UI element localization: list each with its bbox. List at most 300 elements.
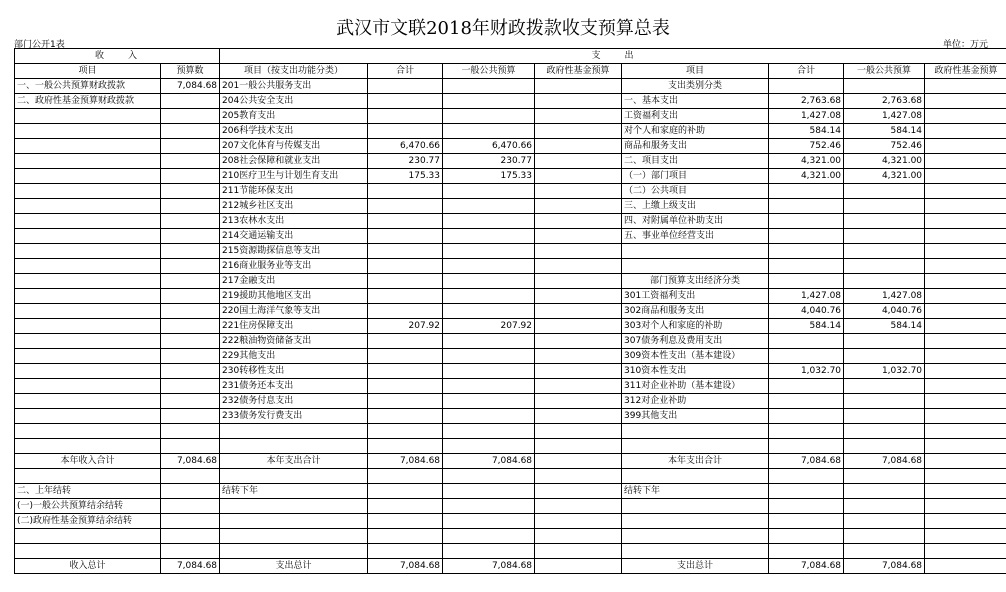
econ-item-total: 752.46 [769, 139, 844, 154]
income-item-value [161, 124, 220, 139]
func-item-label: 220国土海洋气象等支出 [220, 304, 368, 319]
annual-expense2-total: 7,084.68 [769, 454, 844, 469]
func-item-total [368, 364, 443, 379]
func-item-general: 6,470.66 [443, 139, 535, 154]
col-header-item: 项目 [15, 64, 161, 79]
func-item-label: 211节能环保支出 [220, 184, 368, 199]
func-item-label: 230转移性支出 [220, 364, 368, 379]
income-item-value: 7,084.68 [161, 79, 220, 94]
econ-item-total [769, 259, 844, 274]
func-item-fund [535, 349, 622, 364]
econ-item-label: 399其他支出 [622, 409, 769, 424]
income-item-value [161, 379, 220, 394]
func-item-label: 204公共安全支出 [220, 94, 368, 109]
income-item-value [161, 289, 220, 304]
income-item-value [161, 259, 220, 274]
econ-item-total [769, 334, 844, 349]
econ-item-fund [925, 244, 1006, 259]
econ-item-general: 752.46 [844, 139, 925, 154]
func-item-general [443, 94, 535, 109]
econ-item-general: 584.14 [844, 124, 925, 139]
econ-item-general: 1,427.08 [844, 289, 925, 304]
econ-item-general: 4,321.00 [844, 169, 925, 184]
income-item-value [161, 394, 220, 409]
income-item-label [15, 289, 161, 304]
func-item-general [443, 394, 535, 409]
func-item-label: 213农林水支出 [220, 214, 368, 229]
func-item-fund [535, 229, 622, 244]
col-header-item-econ: 项目 [622, 64, 769, 79]
income-item-value [161, 154, 220, 169]
column-header-row [15, 64, 1006, 79]
func-item-label: 222粮油物资储备支出 [220, 334, 368, 349]
grand-income-label: 收入总计 [15, 559, 161, 574]
func-item-total [368, 124, 443, 139]
income-item-label [15, 349, 161, 364]
econ-item-fund [925, 124, 1006, 139]
grand-expense2-general: 7,084.68 [844, 559, 925, 574]
income-item-label [15, 379, 161, 394]
econ-item-total: 584.14 [769, 319, 844, 334]
econ-item-general [844, 274, 925, 289]
econ-item-general [844, 349, 925, 364]
carry-row [15, 499, 1006, 514]
budget-table [14, 48, 1006, 574]
table-row [15, 274, 1006, 289]
econ-item-total [769, 229, 844, 244]
econ-item-label [622, 244, 769, 259]
econ-item-total [769, 214, 844, 229]
func-item-fund [535, 79, 622, 94]
income-item-label [15, 334, 161, 349]
econ-item-label: 三、上缴上级支出 [622, 199, 769, 214]
func-item-total [368, 79, 443, 94]
func-item-label: 215资源勘探信息等支出 [220, 244, 368, 259]
econ-item-fund [925, 334, 1006, 349]
econ-item-total: 1,427.08 [769, 109, 844, 124]
unit-label: 单位：万元 [942, 40, 988, 50]
econ-item-general: 4,321.00 [844, 154, 925, 169]
func-item-label: 214交通运输支出 [220, 229, 368, 244]
income-item-label [15, 139, 161, 154]
func-item-total [368, 94, 443, 109]
econ-item-total: 2,763.68 [769, 94, 844, 109]
income-item-label [15, 274, 161, 289]
table-row [15, 199, 1006, 214]
grand-expense-label: 支出总计 [220, 559, 368, 574]
col-header-total: 合计 [368, 64, 443, 79]
func-item-general [443, 349, 535, 364]
func-item-general [443, 184, 535, 199]
func-item-total [368, 214, 443, 229]
func-item-total: 230.77 [368, 154, 443, 169]
func-item-label: 216商业服务业等支出 [220, 259, 368, 274]
econ-item-label: （二）公共项目 [622, 184, 769, 199]
blank-row [15, 529, 1006, 544]
econ-item-label: 对个人和家庭的补助 [622, 124, 769, 139]
income-item-value [161, 139, 220, 154]
table-row [15, 334, 1006, 349]
form-code: 部门公开1表 [14, 40, 65, 50]
func-item-general [443, 304, 535, 319]
econ-item-general: 4,040.76 [844, 304, 925, 319]
income-item-label [15, 109, 161, 124]
col-header-budget: 预算数 [161, 64, 220, 79]
econ-item-general [844, 199, 925, 214]
econ-item-fund [925, 364, 1006, 379]
annual-income-label: 本年收入合计 [15, 454, 161, 469]
econ-item-fund [925, 154, 1006, 169]
econ-item-total [769, 349, 844, 364]
econ-item-fund [925, 379, 1006, 394]
econ-item-fund [925, 289, 1006, 304]
func-item-total [368, 394, 443, 409]
econ-item-fund [925, 79, 1006, 94]
func-item-total: 6,470.66 [368, 139, 443, 154]
next-carry-label: 结转下年 [220, 484, 368, 499]
econ-item-fund [925, 274, 1006, 289]
table-body [15, 79, 1006, 424]
func-item-fund [535, 364, 622, 379]
income-item-value [161, 109, 220, 124]
econ-item-total [769, 379, 844, 394]
econ-item-label: 310资本性支出 [622, 364, 769, 379]
expense-group-header: 支 出 [220, 49, 1006, 64]
econ-item-general [844, 409, 925, 424]
col-header-fund: 政府性基金预算 [535, 64, 622, 79]
func-item-total [368, 259, 443, 274]
func-item-general [443, 109, 535, 124]
func-item-fund [535, 124, 622, 139]
econ-item-total [769, 394, 844, 409]
econ-item-fund [925, 319, 1006, 334]
grand-expense-label-2: 支出总计 [622, 559, 769, 574]
blank-row [15, 544, 1006, 559]
annual-expense-label: 本年支出合计 [220, 454, 368, 469]
func-item-general [443, 229, 535, 244]
col-header-fund-2: 政府性基金预算 [925, 64, 1006, 79]
annual-expense-total: 7,084.68 [368, 454, 443, 469]
income-item-value [161, 214, 220, 229]
annual-total-row [15, 454, 1006, 469]
func-item-label: 221住房保障支出 [220, 319, 368, 334]
func-item-fund [535, 304, 622, 319]
econ-item-general: 1,427.08 [844, 109, 925, 124]
func-item-fund [535, 244, 622, 259]
econ-item-label: 309资本性支出（基本建设） [622, 349, 769, 364]
income-item-value [161, 199, 220, 214]
func-item-general [443, 259, 535, 274]
econ-item-general [844, 214, 925, 229]
income-item-value [161, 169, 220, 184]
econ-item-label: 支出类别分类 [622, 79, 769, 94]
col-header-total-2: 合计 [769, 64, 844, 79]
econ-item-label: 302商品和服务支出 [622, 304, 769, 319]
econ-item-general [844, 259, 925, 274]
blank-row [15, 424, 1006, 439]
econ-item-total: 4,321.00 [769, 169, 844, 184]
econ-item-fund [925, 199, 1006, 214]
func-item-fund [535, 379, 622, 394]
grand-total-row [15, 559, 1006, 574]
econ-item-fund [925, 109, 1006, 124]
econ-item-fund [925, 214, 1006, 229]
income-item-label [15, 184, 161, 199]
income-item-label [15, 304, 161, 319]
func-item-label: 201一般公共服务支出 [220, 79, 368, 94]
page-title: 武汉市文联2018年财政拨款收支预算总表 [336, 18, 670, 39]
income-item-value [161, 184, 220, 199]
table-row [15, 139, 1006, 154]
econ-item-label: 307债务利息及费用支出 [622, 334, 769, 349]
func-item-fund [535, 109, 622, 124]
income-item-label [15, 364, 161, 379]
income-item-label [15, 124, 161, 139]
income-item-value [161, 274, 220, 289]
func-item-total [368, 379, 443, 394]
econ-item-fund [925, 184, 1006, 199]
func-item-label: 205教育支出 [220, 109, 368, 124]
income-item-value [161, 304, 220, 319]
prior-carry-label: 二、上年结转 [15, 484, 161, 499]
func-item-label: 233债务发行费支出 [220, 409, 368, 424]
econ-item-fund [925, 409, 1006, 424]
func-item-fund [535, 154, 622, 169]
table-row [15, 379, 1006, 394]
econ-item-general [844, 334, 925, 349]
table-row [15, 409, 1006, 424]
econ-item-total [769, 409, 844, 424]
econ-item-general: 1,032.70 [844, 364, 925, 379]
func-item-general [443, 214, 535, 229]
func-item-total [368, 289, 443, 304]
econ-item-general [844, 394, 925, 409]
income-item-label [15, 214, 161, 229]
econ-item-total [769, 199, 844, 214]
income-item-label [15, 199, 161, 214]
table-row [15, 304, 1006, 319]
table-row [15, 289, 1006, 304]
income-item-value [161, 349, 220, 364]
func-item-fund [535, 199, 622, 214]
econ-item-label: （一）部门项目 [622, 169, 769, 184]
income-item-value [161, 319, 220, 334]
func-item-label: 229其他支出 [220, 349, 368, 364]
func-item-fund [535, 259, 622, 274]
income-item-label [15, 409, 161, 424]
func-item-general [443, 199, 535, 214]
income-item-value [161, 409, 220, 424]
col-header-item-func: 项目（按支出功能分类） [220, 64, 368, 79]
func-item-total [368, 304, 443, 319]
econ-item-general [844, 184, 925, 199]
econ-item-total: 4,321.00 [769, 154, 844, 169]
income-item-value [161, 364, 220, 379]
income-item-value [161, 229, 220, 244]
func-item-label: 208社会保障和就业支出 [220, 154, 368, 169]
func-item-general: 230.77 [443, 154, 535, 169]
econ-item-fund [925, 394, 1006, 409]
econ-item-label [622, 259, 769, 274]
econ-item-general: 584.14 [844, 319, 925, 334]
table-row [15, 319, 1006, 334]
econ-item-total: 584.14 [769, 124, 844, 139]
income-item-value [161, 94, 220, 109]
econ-item-label: 311对企业补助（基本建设） [622, 379, 769, 394]
income-item-label [15, 394, 161, 409]
table-row [15, 214, 1006, 229]
table-row [15, 184, 1006, 199]
table-row [15, 394, 1006, 409]
func-item-general [443, 289, 535, 304]
econ-item-fund [925, 304, 1006, 319]
table-row [15, 244, 1006, 259]
econ-item-total: 1,032.70 [769, 364, 844, 379]
econ-item-total [769, 274, 844, 289]
table-footer [15, 424, 1006, 574]
func-item-general [443, 409, 535, 424]
func-item-total: 207.92 [368, 319, 443, 334]
annual-expense2-general: 7,084.68 [844, 454, 925, 469]
econ-item-total [769, 244, 844, 259]
income-item-value [161, 334, 220, 349]
econ-item-label: 四、对附属单位补助支出 [622, 214, 769, 229]
income-item-label [15, 244, 161, 259]
annual-income-value: 7,084.68 [161, 454, 220, 469]
func-item-fund [535, 184, 622, 199]
annual-expense-general: 7,084.68 [443, 454, 535, 469]
table-row [15, 364, 1006, 379]
func-item-general [443, 244, 535, 259]
econ-item-fund [925, 229, 1006, 244]
func-item-total [368, 109, 443, 124]
func-item-fund [535, 274, 622, 289]
econ-item-total: 4,040.76 [769, 304, 844, 319]
blank-row [15, 469, 1006, 484]
func-item-general [443, 274, 535, 289]
func-item-label: 212城乡社区支出 [220, 199, 368, 214]
grand-expense-general: 7,084.68 [443, 559, 535, 574]
econ-item-fund [925, 139, 1006, 154]
econ-item-label: 工资福利支出 [622, 109, 769, 124]
table-row [15, 259, 1006, 274]
func-item-total [368, 334, 443, 349]
func-item-label: 206科学技术支出 [220, 124, 368, 139]
income-item-label [15, 259, 161, 274]
econ-item-general [844, 79, 925, 94]
func-item-fund [535, 169, 622, 184]
func-item-fund [535, 334, 622, 349]
grand-income-value: 7,084.68 [161, 559, 220, 574]
econ-item-general [844, 229, 925, 244]
income-item-label: 二、政府性基金预算财政拨款 [15, 94, 161, 109]
col-header-general-2: 一般公共预算 [844, 64, 925, 79]
func-item-general [443, 124, 535, 139]
func-item-general: 175.33 [443, 169, 535, 184]
func-item-fund [535, 139, 622, 154]
econ-item-total [769, 79, 844, 94]
econ-item-label: 一、基本支出 [622, 94, 769, 109]
econ-item-label: 312对企业补助 [622, 394, 769, 409]
income-item-label: 一、一般公共预算财政拨款 [15, 79, 161, 94]
table-row [15, 349, 1006, 364]
group-header-row [15, 49, 1006, 64]
annual-expense-label-2: 本年支出合计 [622, 454, 769, 469]
func-item-total [368, 184, 443, 199]
econ-item-fund [925, 94, 1006, 109]
func-item-label: 210医疗卫生与计划生育支出 [220, 169, 368, 184]
income-item-label [15, 154, 161, 169]
grand-expense2-total: 7,084.68 [769, 559, 844, 574]
carry-row [15, 484, 1006, 499]
econ-item-label: 部门预算支出经济分类 [622, 274, 769, 289]
econ-item-label: 303对个人和家庭的补助 [622, 319, 769, 334]
func-item-general [443, 334, 535, 349]
table-row [15, 169, 1006, 184]
table-row [15, 109, 1006, 124]
func-item-total [368, 229, 443, 244]
func-item-fund [535, 289, 622, 304]
func-item-general: 207.92 [443, 319, 535, 334]
func-item-total [368, 274, 443, 289]
func-item-total [368, 199, 443, 214]
func-item-fund [535, 214, 622, 229]
econ-item-total [769, 184, 844, 199]
econ-item-general [844, 244, 925, 259]
func-item-label: 219援助其他地区支出 [220, 289, 368, 304]
econ-item-general: 2,763.68 [844, 94, 925, 109]
func-item-label: 217金融支出 [220, 274, 368, 289]
func-item-general [443, 79, 535, 94]
func-item-total [368, 244, 443, 259]
func-item-label: 232债务付息支出 [220, 394, 368, 409]
func-item-fund [535, 319, 622, 334]
income-group-header: 收 入 [15, 49, 220, 64]
next-carry-label-2: 结转下年 [622, 484, 769, 499]
func-item-general [443, 379, 535, 394]
econ-item-fund [925, 259, 1006, 274]
table-row [15, 124, 1006, 139]
func-item-fund [535, 409, 622, 424]
prior-carry-general: (一)一般公共预算结余结转 [15, 499, 161, 514]
table-row [15, 154, 1006, 169]
func-item-label: 231债务还本支出 [220, 379, 368, 394]
func-item-total: 175.33 [368, 169, 443, 184]
func-item-total [368, 349, 443, 364]
func-item-label: 207文化体育与传媒支出 [220, 139, 368, 154]
income-item-label [15, 319, 161, 334]
econ-item-fund [925, 169, 1006, 184]
func-item-fund [535, 394, 622, 409]
income-item-label [15, 169, 161, 184]
econ-item-label: 二、项目支出 [622, 154, 769, 169]
col-header-general: 一般公共预算 [443, 64, 535, 79]
econ-item-total: 1,427.08 [769, 289, 844, 304]
grand-expense-total: 7,084.68 [368, 559, 443, 574]
econ-item-fund [925, 349, 1006, 364]
carry-row [15, 514, 1006, 529]
econ-item-label: 商品和服务支出 [622, 139, 769, 154]
table-row [15, 94, 1006, 109]
prior-carry-fund: (二)政府性基金预算结余结转 [15, 514, 161, 529]
table-row [15, 229, 1006, 244]
blank-row [15, 439, 1006, 454]
func-item-total [368, 409, 443, 424]
func-item-fund [535, 94, 622, 109]
econ-item-general [844, 379, 925, 394]
econ-item-label: 301工资福利支出 [622, 289, 769, 304]
table-row [15, 79, 1006, 94]
